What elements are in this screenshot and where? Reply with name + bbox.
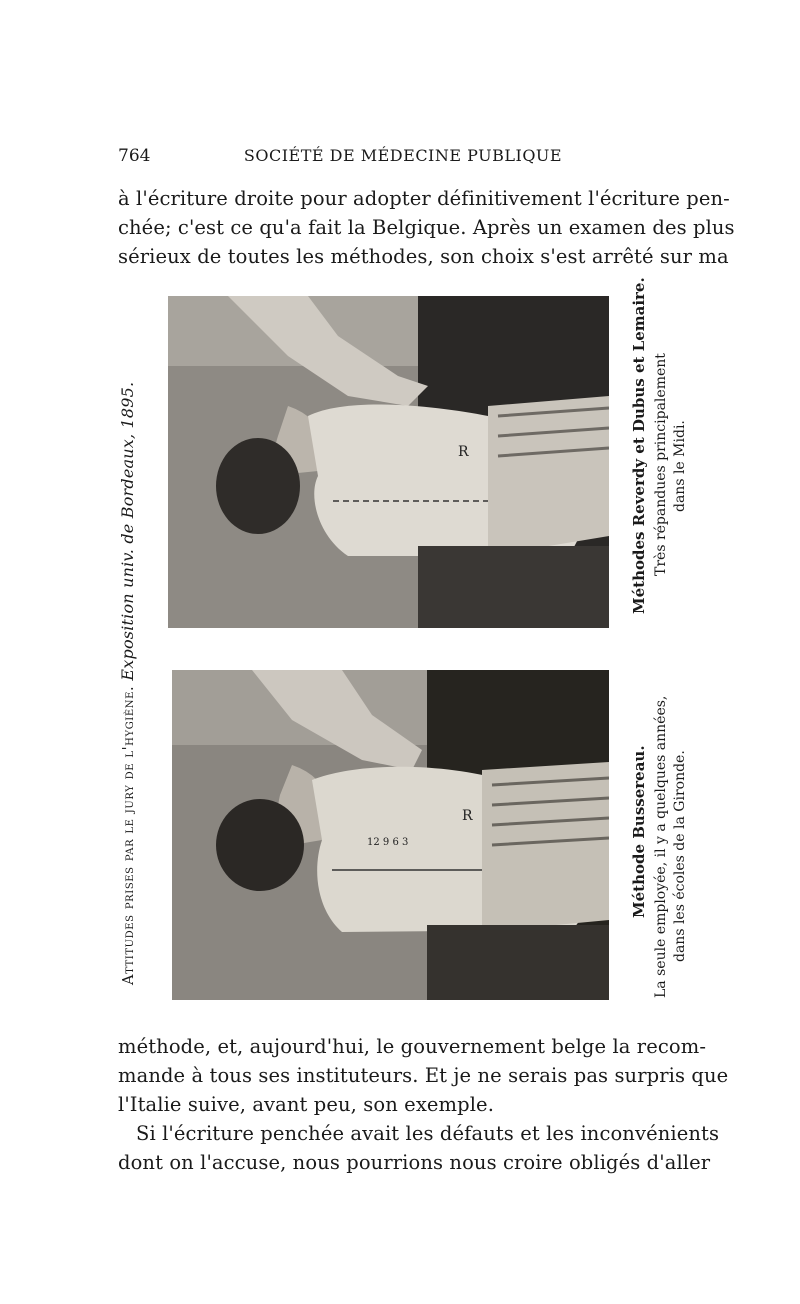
- page-number: 764: [118, 146, 151, 166]
- photo-marker-r: R: [462, 808, 473, 824]
- body-line: dont on l'accuse, nous pourrions nous croire obligés d'aller: [118, 1151, 711, 1174]
- body-line: Si l'écriture penchée avait les défauts et les inconvénients: [136, 1122, 720, 1145]
- caption-top-line1: Très répandues principalement: [653, 353, 669, 576]
- figure-side-caption: [118, 382, 137, 985]
- body-line: sérieux de toutes les méthodes, son choix s'est arrêté sur ma: [118, 245, 729, 268]
- body-line: mande à tous ses instituteurs. Et je ne serais pas surpris que: [118, 1064, 729, 1087]
- running-title: SOCIÉTÉ DE MÉDECINE PUBLIQUE: [243, 146, 563, 165]
- photo-marker-r: R: [458, 444, 469, 460]
- photo-reverdy-method: [168, 296, 609, 628]
- body-line: l'Italie suive, avant peu, son exemple.: [118, 1093, 494, 1116]
- caption-bottom-line2: dans les écoles de la Gironde.: [672, 750, 688, 962]
- figure-side-caption-title: Attitudes prises par le jury de l'hygiène.: [121, 685, 137, 985]
- page-header: [118, 146, 688, 172]
- caption-bottom-line1: La seule employée, il y a quelques années,: [653, 695, 669, 998]
- figure-side-caption-source: Exposition univ. de Bordeaux, 1895.: [118, 381, 137, 681]
- caption-top-title: Méthodes Reverdy et Dubus et Lemaire.: [630, 277, 648, 614]
- caption-bottom-title: Méthode Bussereau.: [630, 745, 648, 918]
- body-line: méthode, et, aujourd'hui, le gouvernement belge la recom-: [118, 1035, 707, 1058]
- photo-marker-numbers: 12 9 6 3: [367, 837, 409, 848]
- body-line: chée; c'est ce qu'a fait la Belgique. Après un examen des plus: [118, 216, 735, 239]
- photo-bussereau-method: [172, 670, 609, 1000]
- body-line: à l'écriture droite pour adopter définitivement l'écriture pen-: [118, 187, 730, 210]
- caption-top-line2: dans le Midi.: [672, 420, 688, 512]
